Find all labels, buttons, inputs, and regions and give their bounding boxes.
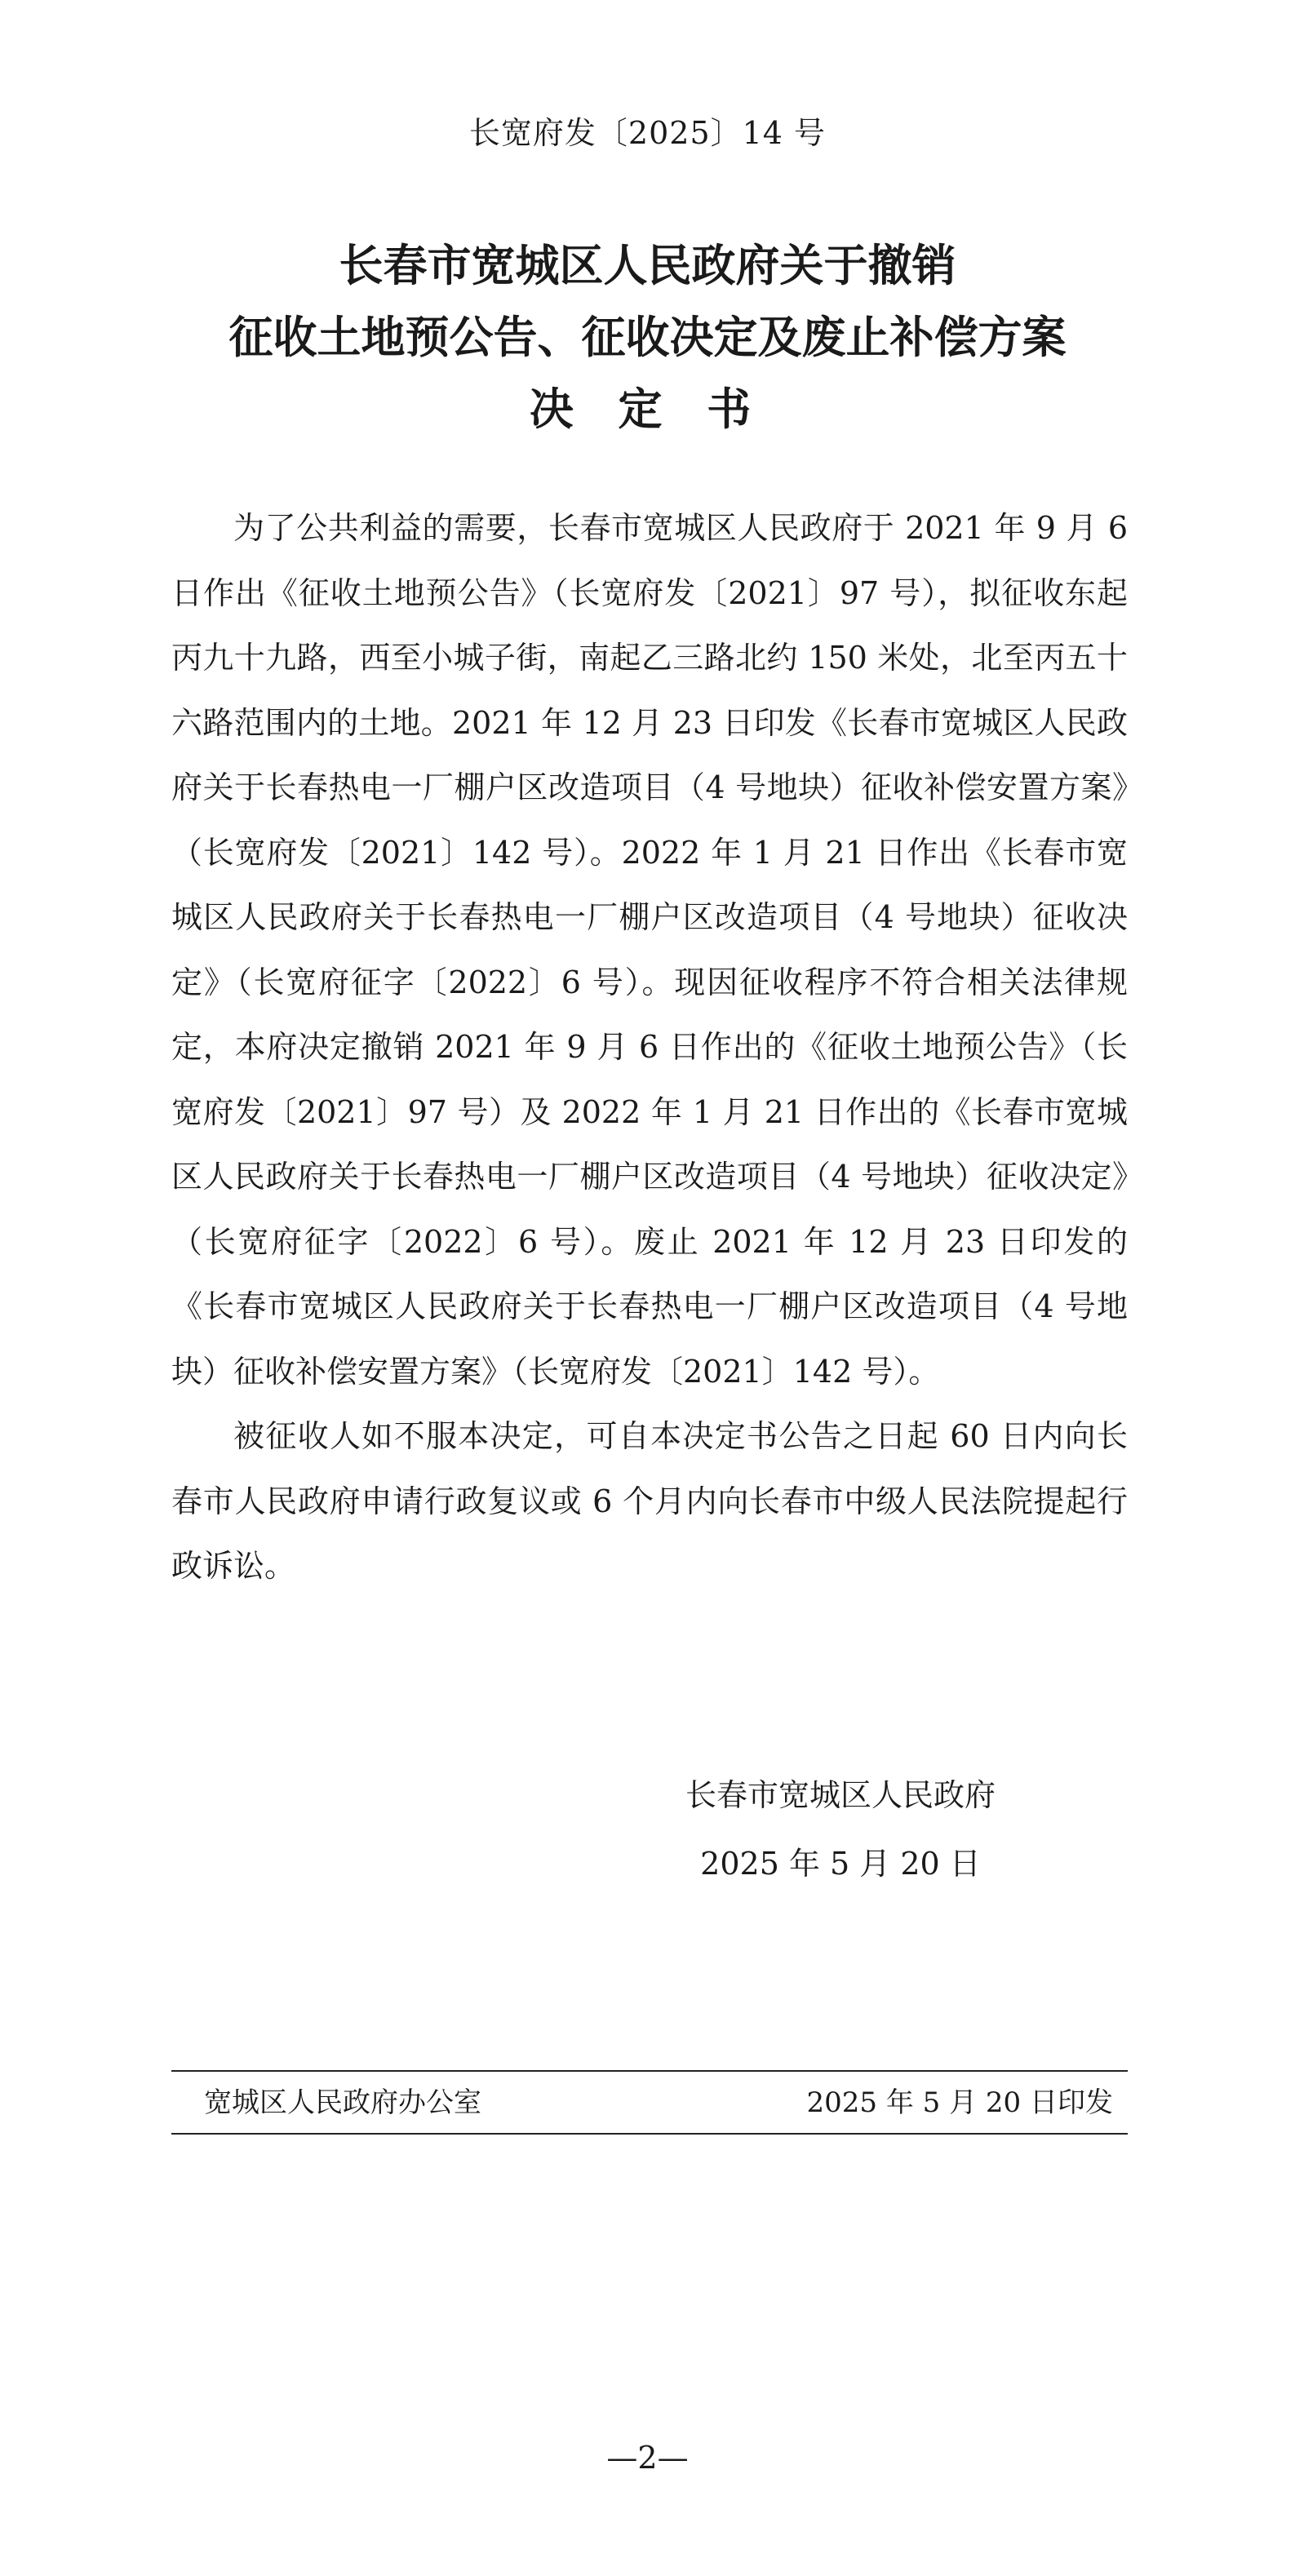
body-paragraph-2: 被征收人如不服本决定，可自本决定书公告之日起 60 日内向长春市人民政府申请行政复议或 6 个月内向长春市中级人民法院提起行政诉讼。 [171,1418,1128,1584]
document-body [171,496,1128,1599]
body-paragraph-1: 为了公共利益的需要，长春市宽城区人民政府于 2021 年 9 月 6 日作出《征收土地预公告》（长宽府发〔2021〕97 号），拟征收东起丙九十九路，西至小城子街，南起乙三路北约 150 米处，北至丙五十六路范围内的土地。2021 年 12 月 23 日印发《长春市宽城区人民政府关于长春热电一厂棚户区改造项目（4 号地块）征收补偿安置方案》（长宽府发〔2021〕142 号）。2022 年 1 月 21 日作出《长春市宽城区人民政府关于长春热电一厂棚户区改造项目（4 号地块）征收决定》（长宽府征字〔2022〕6 号）。现因征收程序不符合相关法律规定，本府决定撤销 2021 年 9 月 6 日作出的《征收土地预公告》（长宽府发〔2021〕97 号）及 2022 年 1 月 21 日作出的《长春市宽城区人民政府关于长春热电一厂棚户区改造项目（4 号地块）征收决定》（长宽府征字〔2022〕6 号）。废止 2021 年 12 月 23 日印发的《长春市宽城区人民政府关于长春热电一厂棚户区改造项目（4 号地块）征收补偿安置方案》（长宽府发〔2021〕142 号）。 [171,510,1128,1390]
document-number: 长宽府发〔2025〕14 号 [468,115,827,151]
issue-date: 2025 年 5 月 20 日 [700,1846,981,1882]
title-line-3: 决 定 书 [529,384,766,435]
footer-bottom-rule [171,2133,1128,2135]
footer-office: 宽城区人民政府办公室 [204,2086,481,2119]
page-number: —2— [606,2440,689,2476]
footer-top-rule [171,2070,1128,2072]
title-line-2: 征收土地预公告、征收决定及废止补偿方案 [228,312,1067,363]
footer-print-date: 2025 年 5 月 20 日印发 [806,2086,1113,2119]
signature-block [628,1761,1053,1898]
footer-row [204,2081,1113,2125]
document-title [0,230,1295,446]
issuer-name: 长春市宽城区人民政府 [685,1777,996,1813]
title-line-1: 长春市宽城区人民政府关于撤销 [339,240,956,291]
